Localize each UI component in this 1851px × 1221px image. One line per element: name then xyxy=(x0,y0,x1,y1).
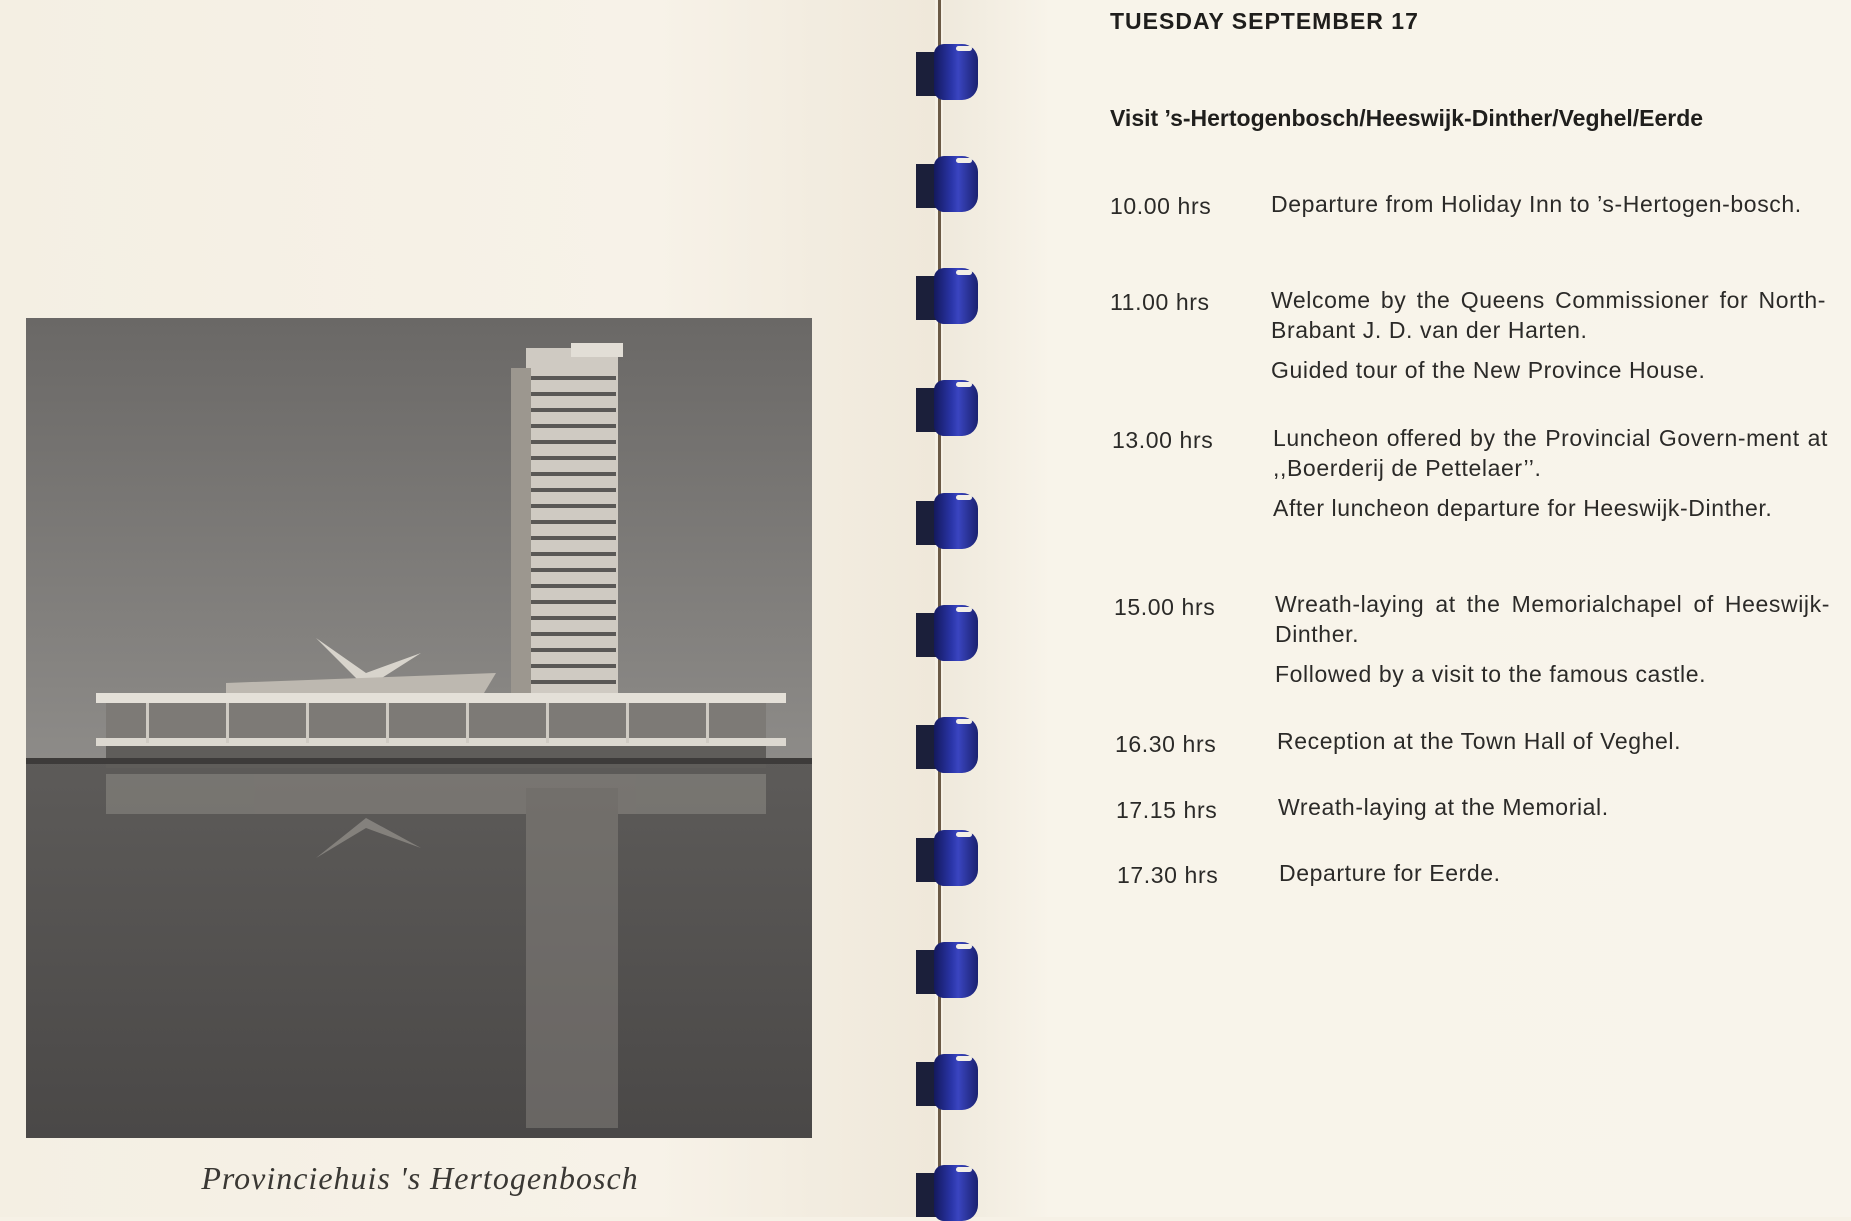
binding-ring xyxy=(916,493,982,549)
schedule-description xyxy=(1278,792,1833,822)
schedule-time: 15.00 hrs xyxy=(1114,594,1216,620)
schedule-time: 11.00 hrs xyxy=(1110,289,1210,315)
schedule-description xyxy=(1271,189,1826,219)
binding-ring xyxy=(916,605,982,661)
schedule-line: Reception at the Town Hall of Veghel. xyxy=(1277,728,1682,754)
binding-ring xyxy=(916,1165,982,1221)
photo-caption: Provinciehuis 's Hertogenbosch xyxy=(201,1160,639,1196)
schedule-time: 16.30 hrs xyxy=(1115,731,1217,757)
page-subheading: Visit ’s-Hertogenbosch/Heeswijk-Dinther/Veghel/Eerde xyxy=(1110,105,1704,131)
schedule-time: 17.30 hrs xyxy=(1117,862,1219,888)
schedule-line: Guided tour of the New Province House. xyxy=(1271,357,1706,383)
schedule-time: 13.00 hrs xyxy=(1112,427,1214,453)
schedule-description xyxy=(1279,858,1834,888)
schedule-line: After luncheon departure for Heeswijk-Dinther. xyxy=(1273,495,1773,521)
binding-ring xyxy=(916,717,982,773)
schedule-description xyxy=(1273,423,1828,523)
schedule-time: 17.15 hrs xyxy=(1116,797,1218,823)
binding-ring xyxy=(916,380,982,436)
schedule-description xyxy=(1275,589,1830,689)
schedule-line: Wreath-laying at the Memorial. xyxy=(1278,794,1609,820)
binding-ring xyxy=(916,268,982,324)
binding-ring xyxy=(916,156,982,212)
page-heading: TUESDAY SEPTEMBER 17 xyxy=(1110,8,1419,34)
schedule-line: Welcome by the Queens Commissioner for North-Brabant J. D. van der Harten. xyxy=(1271,287,1826,343)
schedule-line: Wreath-laying at the Memorialchapel of Heeswijk-Dinther. xyxy=(1275,591,1830,647)
schedule-time: 10.00 hrs xyxy=(1110,193,1212,219)
schedule-line: Followed by a visit to the famous castle. xyxy=(1275,661,1707,687)
binding-ring xyxy=(916,1054,982,1110)
schedule-line: Departure for Eerde. xyxy=(1279,860,1501,886)
schedule-description xyxy=(1271,285,1826,385)
binding-ring xyxy=(916,44,982,100)
binding-ring xyxy=(916,942,982,998)
schedule-line: Luncheon offered by the Provincial Govern-ment at ,,Boerderij de Pettelaer’’. xyxy=(1273,425,1828,481)
schedule-description xyxy=(1277,726,1832,756)
schedule-line: Departure from Holiday Inn to ’s-Hertogen-bosch. xyxy=(1271,191,1802,217)
binding-ring xyxy=(916,830,982,886)
building-photo xyxy=(26,318,812,1138)
